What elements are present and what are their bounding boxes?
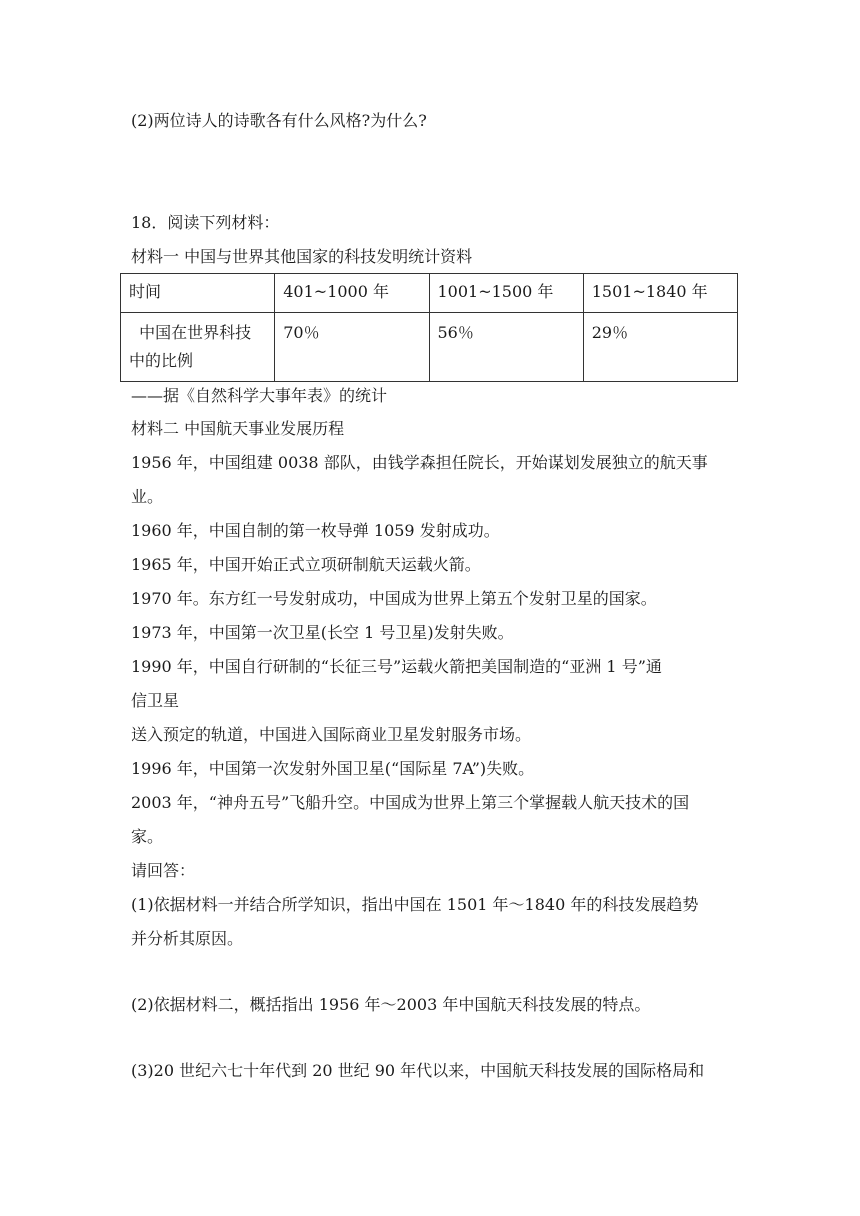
table-header-cell: 1501~1840 年 bbox=[583, 274, 737, 313]
sub-question-2: (2)依据材料二，概括指出 1956 年～2003 年中国航天科技发展的特点。 bbox=[131, 995, 651, 1014]
sub-question-1-line-1: (1)依据材料一并结合所学知识，指出中国在 1501 年～1840 年的科技发展趋势 bbox=[131, 895, 699, 914]
question-18-intro: 18．阅读下列材料： bbox=[131, 213, 280, 232]
answer-prompt: 请回答： bbox=[131, 861, 196, 880]
table-row bbox=[121, 313, 738, 382]
event-line: 1960 年，中国自制的第一枚导弹 1059 发射成功。 bbox=[131, 521, 500, 540]
table-header-cell: 时间 bbox=[121, 274, 275, 313]
event-line: 1956 年，中国组建 0038 部队，由钱学森担任院长，开始谋划发展独立的航天事 bbox=[131, 453, 708, 472]
event-line: 业。 bbox=[131, 487, 164, 506]
event-line: 1970 年。东方红一号发射成功，中国成为世界上第五个发射卫星的国家。 bbox=[131, 589, 657, 608]
event-line: 1965 年，中国开始正式立项研制航天运载火箭。 bbox=[131, 555, 481, 574]
event-line: 送入预定的轨道，中国进入国际商业卫星发射服务市场。 bbox=[131, 725, 532, 744]
table-header-cell: 401~1000 年 bbox=[275, 274, 429, 313]
table-cell: 29％ bbox=[583, 313, 737, 382]
table-header-cell: 1001~1500 年 bbox=[429, 274, 583, 313]
material-2-title: 材料二 中国航天事业发展历程 bbox=[131, 419, 345, 438]
event-line: 信卫星 bbox=[131, 691, 180, 710]
event-line: 1990 年，中国自行研制的“长征三号”运载火箭把美国制造的“亚洲 1 号”通 bbox=[131, 657, 662, 676]
table-header-row bbox=[121, 274, 738, 313]
invention-statistics-table bbox=[120, 273, 738, 382]
event-line: 1996 年，中国第一次发射外国卫星(“国际星 7A”)失败。 bbox=[131, 759, 535, 778]
table-cell: 70％ bbox=[275, 313, 429, 382]
sub-question-1-line-2: 并分析其原因。 bbox=[131, 929, 244, 948]
table-cell: 56％ bbox=[429, 313, 583, 382]
prev-question-2: (2)两位诗人的诗歌各有什么风格?为什么? bbox=[131, 111, 427, 130]
event-line: 2003 年，“神舟五号”飞船升空。中国成为世界上第三个掌握载人航天技术的国 bbox=[131, 793, 690, 812]
material-1-source: ——据《自然科学大事年表》的统计 bbox=[131, 386, 388, 405]
event-line: 1973 年，中国第一次卫星(长空 1 号卫星)发射失败。 bbox=[131, 623, 514, 642]
table-cell: 中国在世界科技中的比例 bbox=[121, 313, 275, 382]
event-line: 家。 bbox=[131, 827, 164, 846]
material-1-title: 材料一 中国与世界其他国家的科技发明统计资料 bbox=[131, 247, 473, 266]
sub-question-3: (3)20 世纪六七十年代到 20 世纪 90 年代以来，中国航天科技发展的国际格局和 bbox=[131, 1061, 705, 1080]
